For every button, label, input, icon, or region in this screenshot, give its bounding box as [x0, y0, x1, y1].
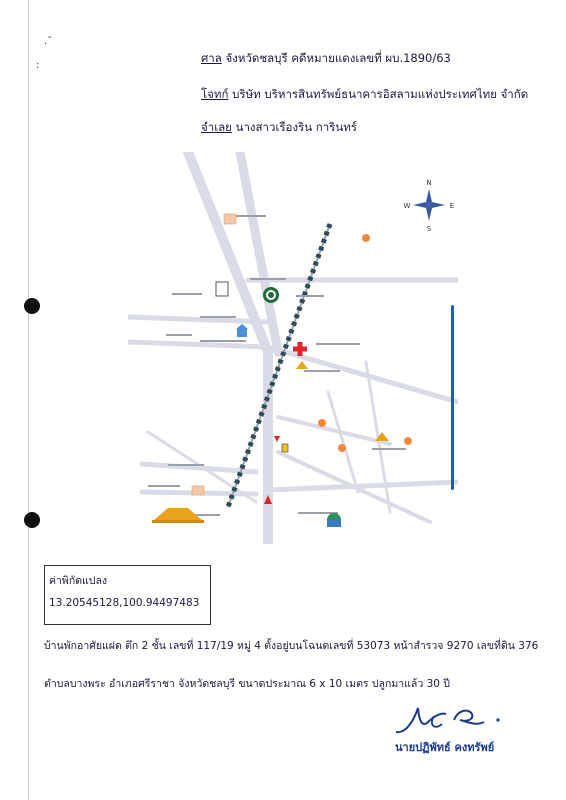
- road-east-3: [268, 482, 458, 490]
- building-icon: [216, 282, 228, 296]
- defendant-text: นางสาวเรืองริน การินทร์: [231, 120, 357, 134]
- property-description-line-2: ตำบลบางพระ อำเภอศรีราชา จังหวัดชลบุรี ขนาดประมาณ 6 x 10 เมตร ปลูกมาแล้ว 30 ปี: [44, 678, 450, 690]
- blue-marker-edge: [451, 305, 454, 490]
- property-location-icon: [274, 436, 288, 452]
- scan-mark: :: [36, 60, 40, 71]
- railway-line: [228, 224, 330, 507]
- compass-e: E: [449, 202, 455, 210]
- shop-icon: [224, 214, 236, 224]
- road-east-2: [268, 347, 458, 402]
- temple-icon: [296, 361, 308, 369]
- signatory-name: นายปฏิพัทธ์ คงทรัพย์: [395, 741, 495, 754]
- marker-circle: [318, 419, 326, 427]
- page-margin-line: [28, 0, 29, 800]
- location-map: [128, 152, 458, 544]
- handwritten-signature: [388, 700, 508, 740]
- soi-2: [366, 362, 390, 512]
- pagoda-icon: [152, 508, 204, 523]
- road-west-1: [128, 317, 268, 322]
- compass-s: S: [426, 225, 432, 233]
- property-description-line-1: บ้านพักอาศัยแฝด ตึก 2 ชั้น เลขที่ 117/19 หมู่ 4 ตั้งอยู่บนโฉนดเลขที่ 53073 หน้าสำรวจ 9270 เลขที่ดิน 376: [44, 640, 539, 652]
- coordinates-value: 13.20545128,100.94497483: [49, 597, 200, 609]
- school-icon: [236, 324, 248, 337]
- coordinates-title: ค่าพิกัดแปลง: [49, 575, 108, 587]
- plaintiff-label: โจทก์: [201, 87, 229, 101]
- court-line: [201, 50, 451, 68]
- coordinates-box: [44, 565, 211, 625]
- plaintiff-text: บริษัท บริหารสินทรัพย์ธนาคารอิสลามแห่งประเทศไทย จำกัด: [228, 87, 529, 101]
- compass-rose-icon: [404, 179, 455, 233]
- defendant-line: [201, 119, 357, 137]
- marker-circle: [362, 234, 370, 242]
- marker-circle: [338, 444, 346, 452]
- defendant-label: จำเลย: [201, 120, 232, 134]
- shop-icon: [192, 486, 204, 495]
- plaintiff-line: [201, 86, 528, 104]
- punch-hole-bottom: [24, 512, 40, 528]
- punch-hole-top: [24, 298, 40, 314]
- marker-circle: [404, 437, 412, 445]
- park-icon: [327, 513, 341, 527]
- bank-logo-icon: [263, 287, 279, 303]
- compass-w: W: [403, 202, 411, 210]
- compass-n: N: [426, 179, 432, 187]
- road-east-4: [278, 417, 390, 444]
- scan-mark: .ˇ: [44, 36, 53, 47]
- road-west-2: [128, 342, 268, 347]
- court-label: ศาล: [201, 51, 222, 65]
- court-text: จังหวัดชลบุรี คดีหมายแดงเลขที่ ผบ.1890/63: [221, 51, 451, 65]
